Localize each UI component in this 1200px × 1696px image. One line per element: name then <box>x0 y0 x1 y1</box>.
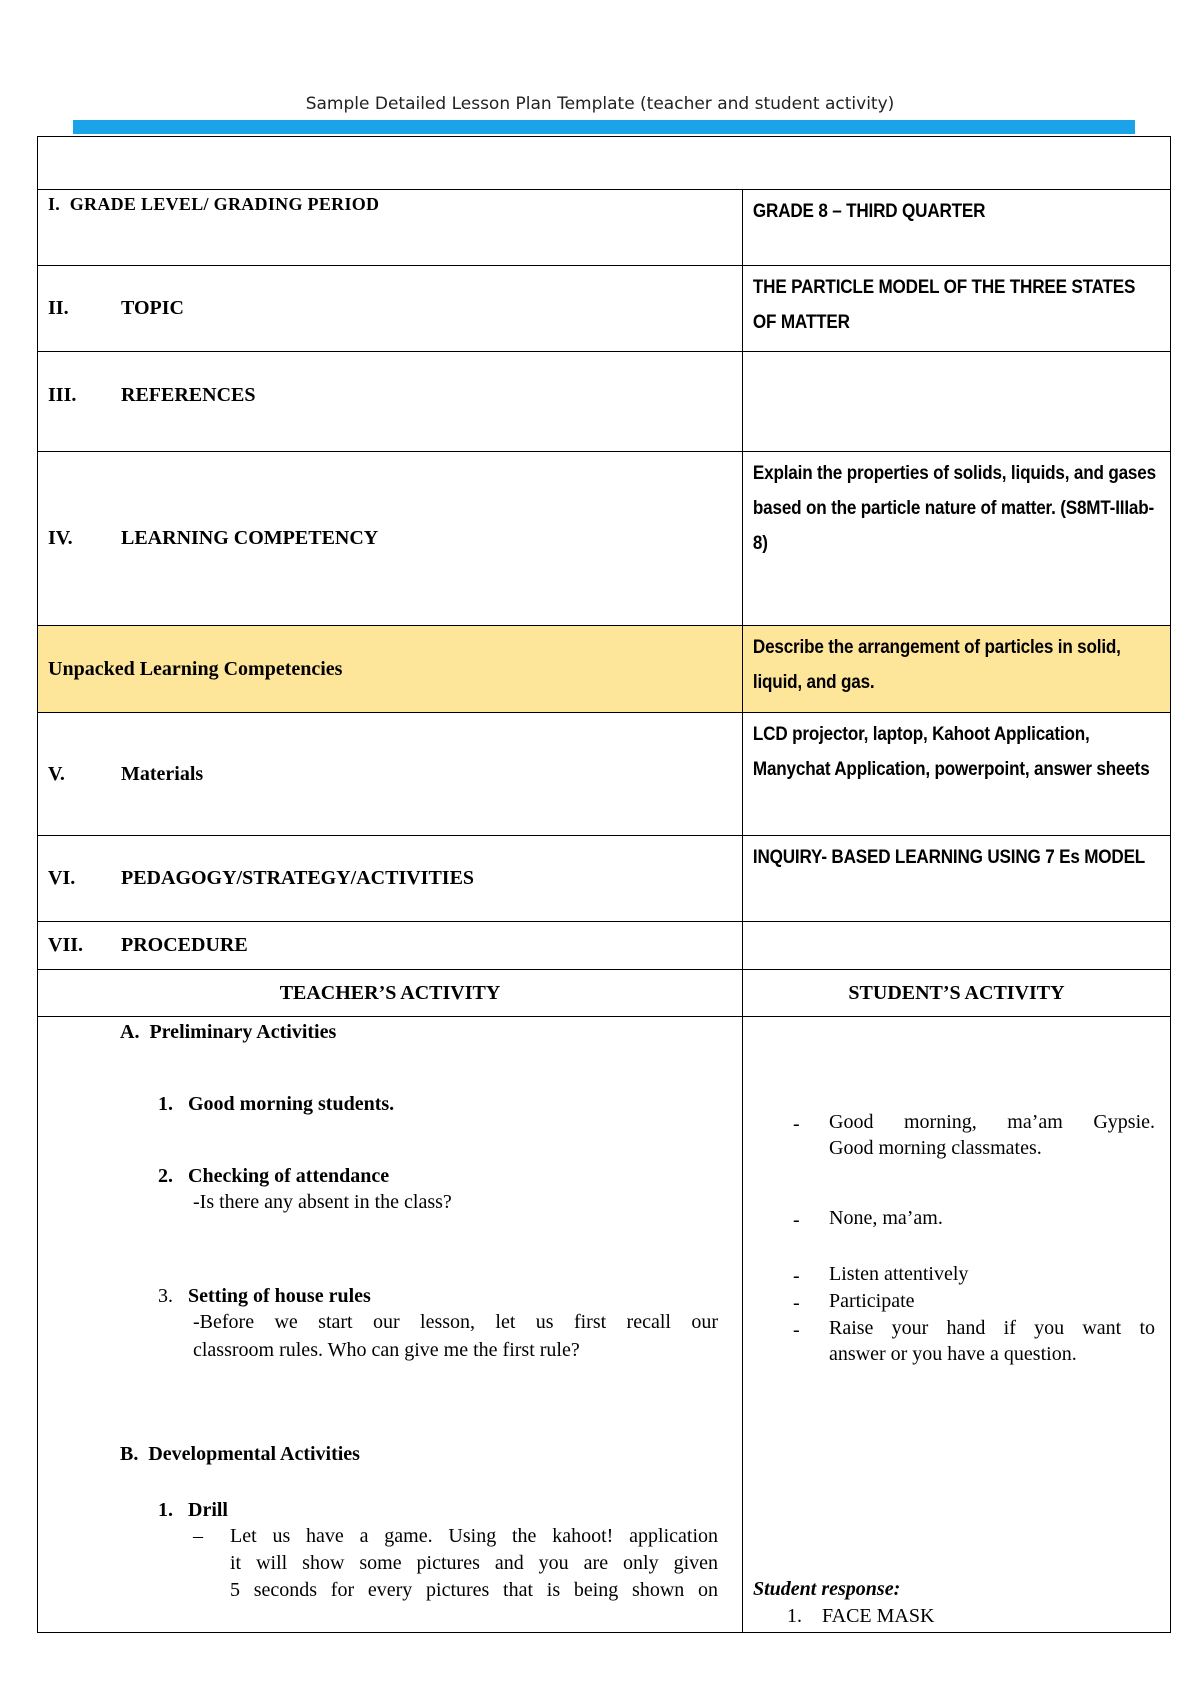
row-unpacked-competencies <box>38 626 1171 713</box>
student-rule-2: Participate <box>829 1290 915 1312</box>
rules-line-2: classroom rules. Who can give me the first rule? <box>193 1339 580 1361</box>
row-references <box>38 352 1171 452</box>
rules-item <box>158 1285 371 1308</box>
dash-bullet: - <box>793 1292 800 1314</box>
student-greeting-line-2: Good morning classmates. <box>829 1137 1042 1159</box>
attendance-item <box>158 1165 389 1188</box>
greeting-item <box>158 1093 394 1116</box>
competency-value: Explain the properties of solids, liquids, and gases based on the particle nature of matter. (S8MT-IIIab-8) <box>752 463 1156 554</box>
student-activity-header: STUDENT’S ACTIVITY <box>743 970 1171 1017</box>
student-activity-cell <box>743 1017 1171 1633</box>
row-number: III. <box>48 384 77 406</box>
materials-value: LCD projector, laptop, Kahoot Application, Manychat Application, powerpoint, answer sheets <box>752 724 1150 780</box>
row-number: V. <box>48 762 65 785</box>
developmental-heading <box>120 1443 360 1466</box>
attendance-marker: 2. <box>158 1165 173 1187</box>
student-attendance-answer: None, ma’am. <box>829 1207 943 1229</box>
attendance-question: -Is there any absent in the class? <box>193 1191 452 1213</box>
page-header-title: Sample Detailed Lesson Plan Template (teacher and student activity) <box>305 94 895 114</box>
row-label: TOPIC <box>121 297 184 319</box>
greeting-marker: 1. <box>158 1093 173 1115</box>
row-label: Materials <box>121 762 204 785</box>
attendance-title: Checking of attendance <box>188 1165 390 1187</box>
row-label: REFERENCES <box>121 384 256 406</box>
dash-bullet: - <box>793 1265 800 1287</box>
lesson-plan-table <box>37 136 1171 1633</box>
drill-title: Drill <box>188 1499 228 1521</box>
row-label: PEDAGOGY/STRATEGY/ACTIVITIES <box>121 867 475 889</box>
developmental-marker: B. <box>120 1443 139 1465</box>
row-number: VII. <box>48 934 84 956</box>
row-number: IV. <box>48 527 73 549</box>
student-greeting-line-1: Good morning, ma’am Gypsie. <box>829 1111 1155 1133</box>
student-rule-1: Listen attentively <box>829 1263 969 1285</box>
pedagogy-value: INQUIRY- BASED LEARNING USING 7 Es MODEL <box>752 847 1146 868</box>
student-response-item <box>787 1605 934 1628</box>
rules-line-1: -Before we start our lesson, let us first recall our <box>193 1311 718 1333</box>
row-materials <box>38 713 1171 836</box>
drill-line-3: 5 seconds for every pictures that is being shown on <box>230 1579 718 1601</box>
row-label: LEARNING COMPETENCY <box>121 527 379 549</box>
row-label: GRADE LEVEL/ GRADING PERIOD <box>69 194 380 214</box>
row-column-headers <box>38 970 1171 1017</box>
drill-marker: 1. <box>158 1499 173 1521</box>
developmental-title: Developmental Activities <box>148 1443 360 1465</box>
prelim-title: Preliminary Activities <box>149 1021 337 1043</box>
rules-marker: 3. <box>158 1285 173 1307</box>
header-accent-bar <box>73 120 1135 134</box>
drill-line-2: it will show some pictures and you are only given <box>230 1552 718 1574</box>
response-text: FACE MASK <box>822 1605 935 1627</box>
grade-level-value: GRADE 8 – THIRD QUARTER <box>752 201 986 222</box>
row-grade-level <box>38 190 1171 266</box>
row-learning-competency <box>38 452 1171 626</box>
drill-item <box>158 1499 228 1522</box>
student-rule-3-line-2: answer or you have a question. <box>829 1343 1077 1365</box>
row-label: Unpacked Learning Competencies <box>48 657 343 680</box>
row-label: PROCEDURE <box>121 934 248 956</box>
row-number: II. <box>48 297 69 319</box>
row-number: I. <box>48 194 61 214</box>
teacher-activity-header: TEACHER’S ACTIVITY <box>38 970 743 1017</box>
student-response-label: Student response: <box>753 1578 901 1600</box>
rules-title: Setting of house rules <box>188 1285 371 1307</box>
row-procedure-content <box>38 1017 1171 1633</box>
greeting-title: Good morning students. <box>188 1093 395 1115</box>
dash-bullet: - <box>793 1113 800 1135</box>
drill-line-1: Let us have a game. Using the kahoot! application <box>230 1525 718 1547</box>
prelim-heading <box>120 1021 336 1044</box>
response-marker: 1. <box>787 1605 802 1627</box>
dash-bullet: - <box>793 1209 800 1231</box>
row-pedagogy <box>38 836 1171 922</box>
unpacked-value: Describe the arrangement of particles in solid, liquid, and gas. <box>752 637 1121 693</box>
row-number: VI. <box>48 867 76 889</box>
row-procedure <box>38 922 1171 970</box>
topic-value: THE PARTICLE MODEL OF THE THREE STATES OF MATTER <box>752 277 1136 333</box>
dash-bullet: - <box>793 1319 800 1341</box>
blank-top-row <box>38 137 1171 190</box>
prelim-marker: A. <box>120 1021 140 1043</box>
student-rule-3-line-1: Raise your hand if you want to <box>829 1317 1155 1339</box>
row-topic <box>38 266 1171 352</box>
teacher-activity-cell <box>38 1017 743 1633</box>
drill-bullet: – <box>193 1525 203 1547</box>
